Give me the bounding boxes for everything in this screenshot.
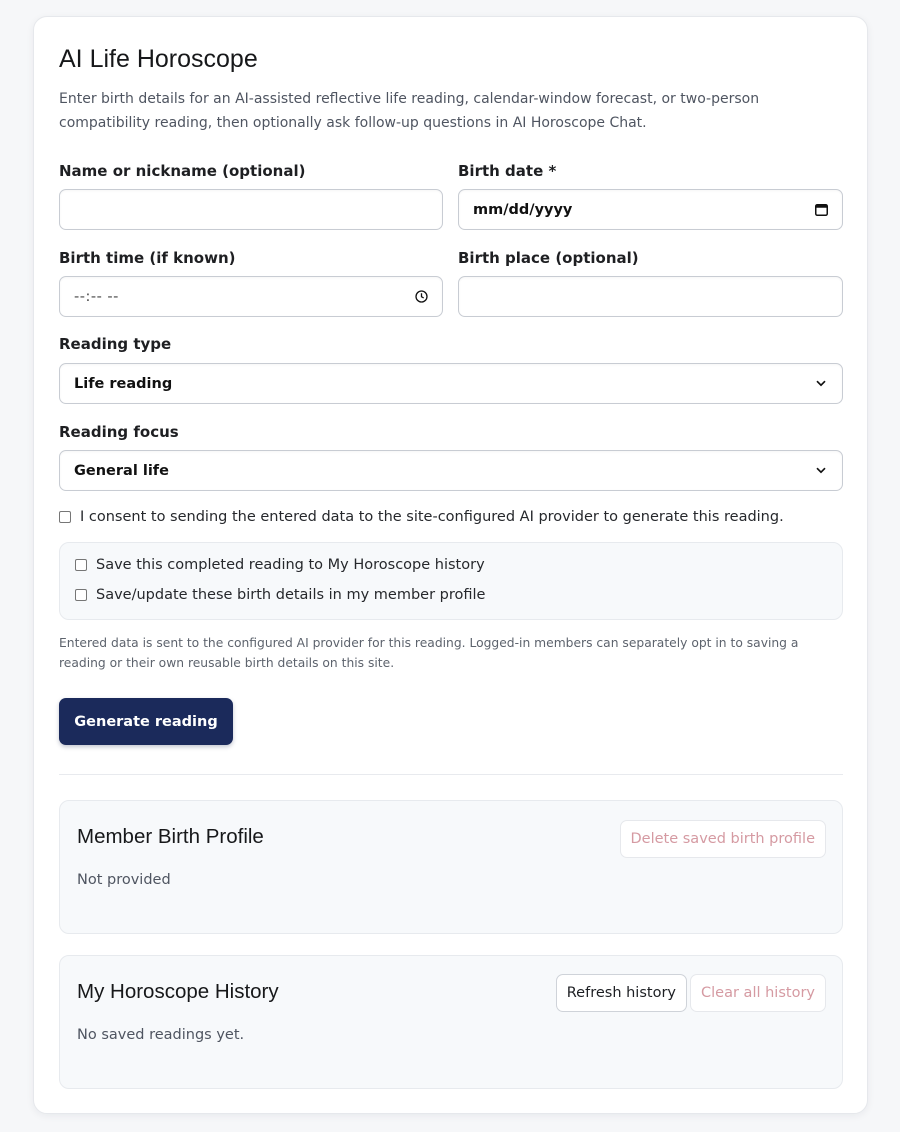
section-divider (59, 774, 843, 775)
save-reading-row[interactable] (75, 557, 485, 573)
member-birth-profile-status: Not provided (77, 872, 171, 888)
birth-date-label: Birth date * (458, 162, 557, 180)
reading-focus-selected: General life (74, 462, 169, 479)
privacy-note: Entered data is sent to the configured AI provider for this reading. Logged-in members can separately opt in to saving a reading or their own reusable birth details on this site. (59, 636, 799, 670)
birth-time-placeholder: --:-- -- (74, 288, 119, 305)
horoscope-history-title: My Horoscope History (77, 980, 279, 1003)
save-reading-label: Save this completed reading to My Horoscope history (96, 557, 485, 573)
save-options-box (59, 542, 843, 620)
consent-checkbox[interactable] (59, 511, 71, 523)
horoscope-history-status: No saved readings yet. (77, 1027, 245, 1043)
consent-checkbox-row[interactable] (59, 509, 784, 525)
save-profile-label: Save/update these birth details in my member profile (96, 587, 486, 603)
birth-time-label: Birth time (if known) (59, 249, 236, 267)
horoscope-history-panel (59, 955, 843, 1089)
chevron-down-icon (814, 377, 828, 391)
page-intro: Enter birth details for an AI-assisted reflective life reading, calendar-window forecast, or two-person compatibility reading, then optionally ask follow-up questions in AI Horoscope Chat. (59, 91, 760, 131)
save-profile-row[interactable] (75, 587, 485, 603)
reading-type-select[interactable] (59, 363, 843, 404)
reading-focus-select[interactable] (59, 450, 843, 491)
clear-history-button[interactable]: Clear all history (690, 974, 826, 1012)
refresh-history-button[interactable]: Refresh history (556, 974, 687, 1012)
reading-type-label: Reading type (59, 335, 172, 353)
member-birth-profile-title: Member Birth Profile (77, 825, 264, 848)
calendar-icon[interactable] (814, 203, 828, 217)
chevron-down-icon (814, 464, 828, 478)
save-reading-checkbox[interactable] (75, 559, 87, 571)
member-birth-profile-panel (59, 800, 843, 934)
clock-icon[interactable] (414, 290, 428, 304)
consent-label: I consent to sending the entered data to the site-configured AI provider to generate this reading. (80, 509, 784, 525)
birth-date-input[interactable] (458, 189, 843, 230)
name-input[interactable] (59, 189, 443, 230)
delete-birth-profile-button[interactable]: Delete saved birth profile (620, 820, 827, 858)
reading-focus-label: Reading focus (59, 423, 179, 441)
birth-place-label: Birth place (optional) (458, 249, 639, 267)
name-label: Name or nickname (optional) (59, 162, 306, 180)
birth-time-input[interactable] (59, 276, 443, 317)
horoscope-form-card (33, 16, 868, 1114)
birth-place-input[interactable] (458, 276, 843, 317)
birth-date-placeholder: mm/dd/yyyy (473, 201, 573, 218)
save-profile-checkbox[interactable] (75, 589, 87, 601)
generate-reading-button[interactable]: Generate reading (59, 698, 233, 745)
page-title: AI Life Horoscope (59, 45, 258, 73)
reading-type-selected: Life reading (74, 375, 173, 392)
